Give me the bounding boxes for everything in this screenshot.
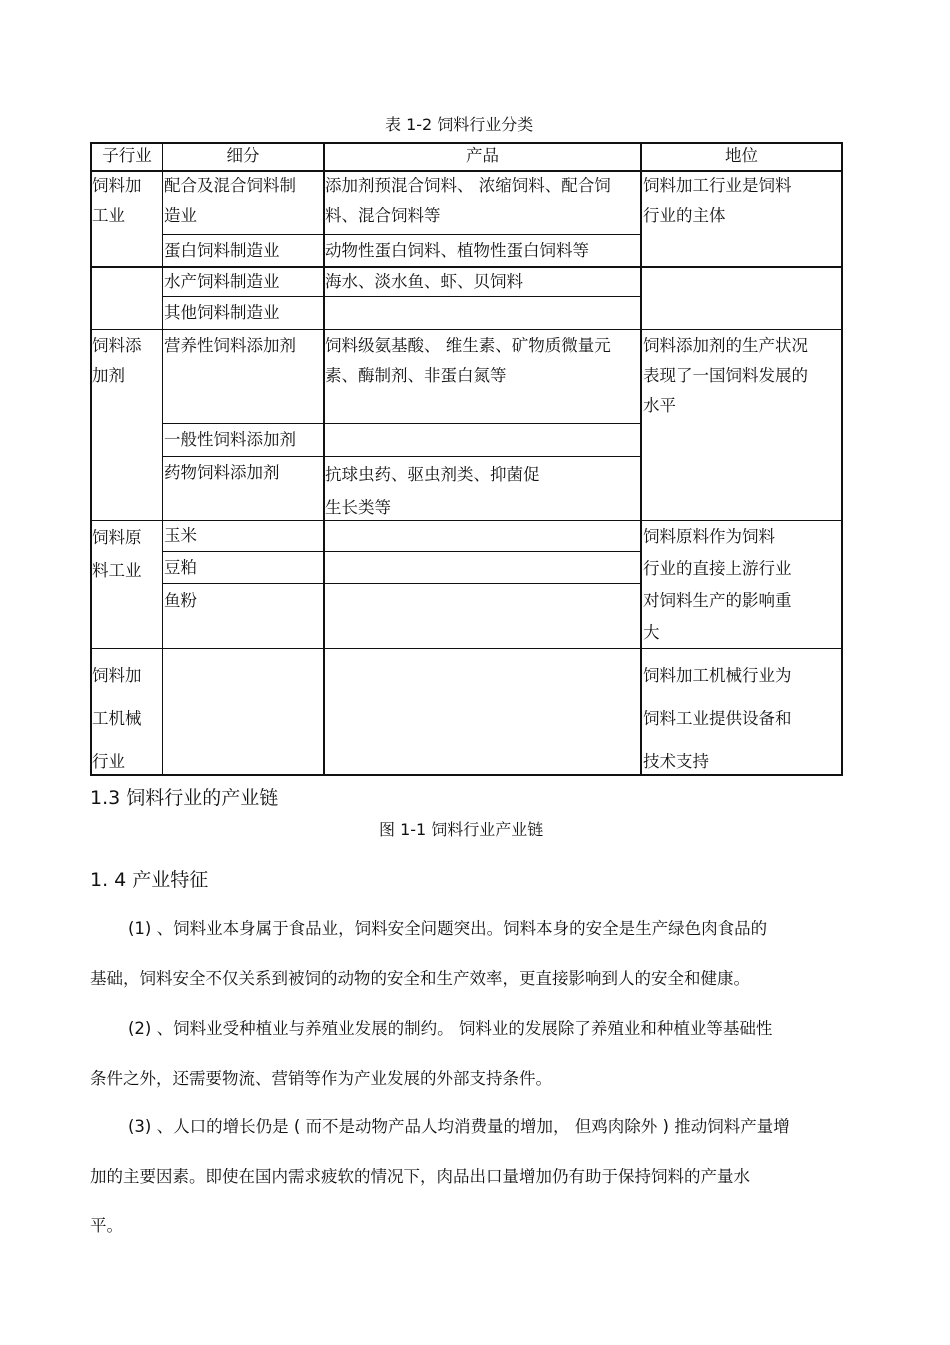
table-caption: 表 1-2 饲料行业分类: [385, 115, 534, 134]
cell-product: 动物性蛋白饲料、植物性蛋白饲料等: [325, 241, 589, 260]
cell-sub-industry: 饲料原 料工业: [92, 528, 142, 580]
paragraph-line: (3) 、人口的增长仍是 ( 而不是动物产品人均消费量的增加， 但鸡肉除外 ) 推动饲料产量增: [128, 1117, 790, 1136]
header-product: 产品: [466, 146, 499, 165]
cell-sub-industry: 饲料加 工机械 行业: [92, 666, 142, 771]
table-divider: [162, 583, 641, 584]
cell-segment: 水产饲料制造业: [164, 272, 280, 291]
header-sub-industry: 子行业: [102, 146, 152, 165]
cell-segment: 玉米: [164, 526, 197, 545]
paragraph-line: (1) 、饲料业本身属于食品业，饲料安全问题突出。饲料本身的安全是生产绿色肉食品的: [128, 919, 768, 938]
table-divider: [90, 329, 843, 330]
header-segment: 细分: [226, 146, 260, 165]
cell-segment: 蛋白饲料制造业: [164, 241, 280, 260]
table-divider: [162, 234, 641, 235]
paragraph-line: 基础，饲料安全不仅关系到被饲的动物的安全和生产效率，更直接影响到人的安全和健康。: [90, 969, 750, 988]
table-column-divider: [162, 142, 163, 776]
cell-segment: 其他饲料制造业: [164, 303, 280, 322]
cell-status: 饲料加工行业是饲料 行业的主体: [643, 176, 792, 225]
cell-product: 饲料级氨基酸、 维生素、矿物质微量元 素、酶制剂、非蛋白氮等: [325, 336, 611, 385]
cell-segment: 配合及混合饲料制 造业: [164, 176, 296, 225]
cell-segment: 豆粕: [164, 558, 197, 577]
table-divider: [162, 551, 641, 552]
section-heading: 1. 4 产业特征: [90, 869, 209, 891]
cell-product: 添加剂预混合饲料、 浓缩饲料、配合饲 料、混合饲料等: [325, 176, 611, 225]
table-divider: [162, 423, 641, 424]
cell-product: 海水、淡水鱼、虾、贝饲料: [325, 272, 523, 291]
cell-segment: 营养性饲料添加剂: [164, 336, 296, 355]
cell-product: 抗球虫药、驱虫剂类、抑菌促 生长类等: [325, 465, 540, 517]
paragraph-line: 条件之外，还需要物流、营销等作为产业发展的外部支持条件。: [90, 1069, 552, 1088]
cell-sub-industry: 饲料添 加剂: [92, 336, 142, 385]
cell-status: 饲料加工机械行业为 饲料工业提供设备和 技术支持: [643, 666, 792, 771]
paragraph-line: (2) 、饲料业受种植业与养殖业发展的制约。 饲料业的发展除了养殖业和种植业等基础性: [128, 1019, 773, 1038]
figure-caption: 图 1-1 饲料行业产业链: [379, 820, 544, 839]
table-divider: [162, 456, 641, 457]
section-heading: 1.3 饲料行业的产业链: [90, 787, 279, 809]
paragraph-line: 平。: [90, 1216, 123, 1235]
header-status: 地位: [725, 146, 758, 165]
table-column-divider: [640, 142, 642, 776]
table-border-right: [841, 142, 843, 776]
cell-sub-industry: 饲料加 工业: [92, 176, 142, 225]
paragraph-line: 加的主要因素。即使在国内需求疲软的情况下，肉品出口量增加仍有助于保持饲料的产量水: [90, 1167, 750, 1186]
cell-status: 饲料添加剂的生产状况 表现了一国饲料发展的 水平: [643, 336, 808, 415]
cell-segment: 药物饲料添加剂: [164, 463, 280, 482]
cell-segment: 鱼粉: [164, 591, 197, 610]
cell-segment: 一般性饲料添加剂: [164, 430, 296, 449]
cell-status: 饲料原料作为饲料 行业的直接上游行业 对饲料生产的影响重 大: [643, 527, 792, 642]
